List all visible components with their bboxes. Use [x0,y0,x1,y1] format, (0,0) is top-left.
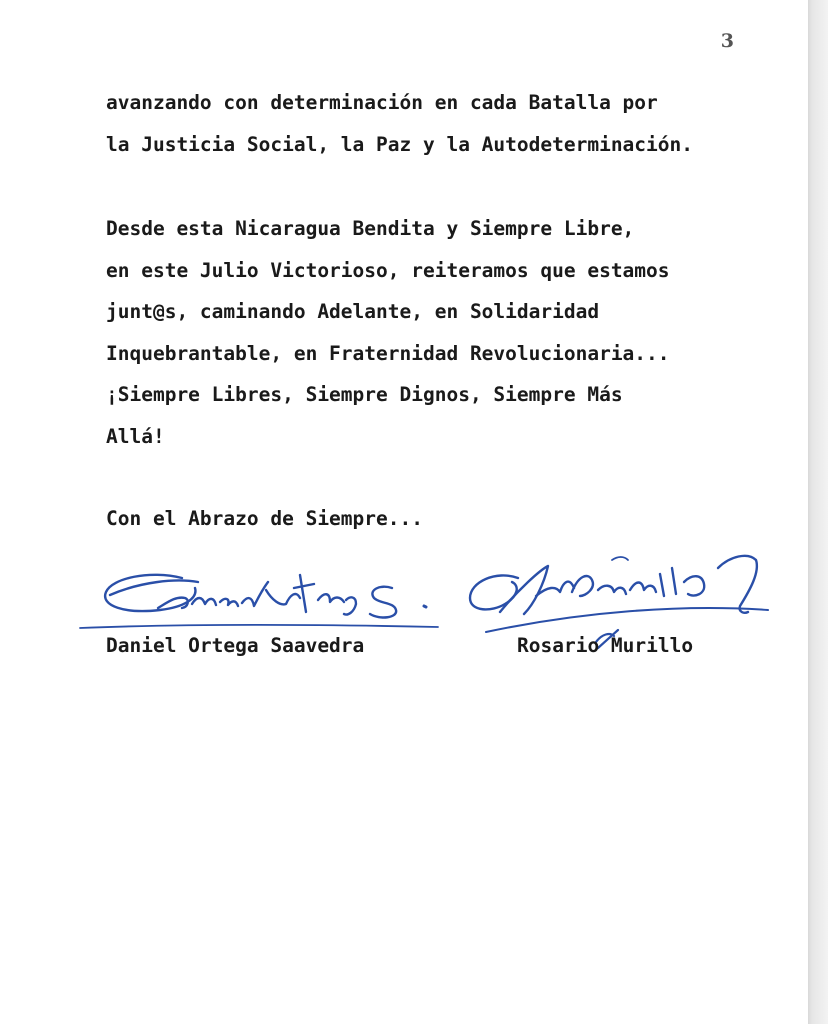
text-line: Desde esta Nicaragua Bendita y Siempre Libre, [106,217,635,240]
paragraph-closing-struggle [106,82,693,165]
signature-left [80,575,438,628]
signatory-name-right: Rosario Murillo [517,634,694,657]
text-line: ¡Siempre Libres, Siempre Dignos, Siempre Más [106,383,623,406]
text-line: la Justicia Social, la Paz y la Autodeterminación. [106,132,693,156]
paragraph-solidarity [106,208,670,457]
text-line: en este Julio Victorioso, reiteramos que estamos [106,258,670,282]
text-line: Allá! [106,424,165,448]
text-line: avanzando con determinación en cada Batalla por [106,91,658,114]
text-line: Inquebrantable, en Fraternidad Revolucionaria... [106,341,670,365]
page-number: 3 [720,30,734,52]
text-line: junt@s, caminando Adelante, en Solidaridad [106,300,600,323]
paragraph-farewell [106,498,423,540]
signatory-name-left: Daniel Ortega Saavedra [106,634,365,657]
text-line: Con el Abrazo de Siempre... [106,507,423,530]
page-edge-shadow [808,0,828,1024]
